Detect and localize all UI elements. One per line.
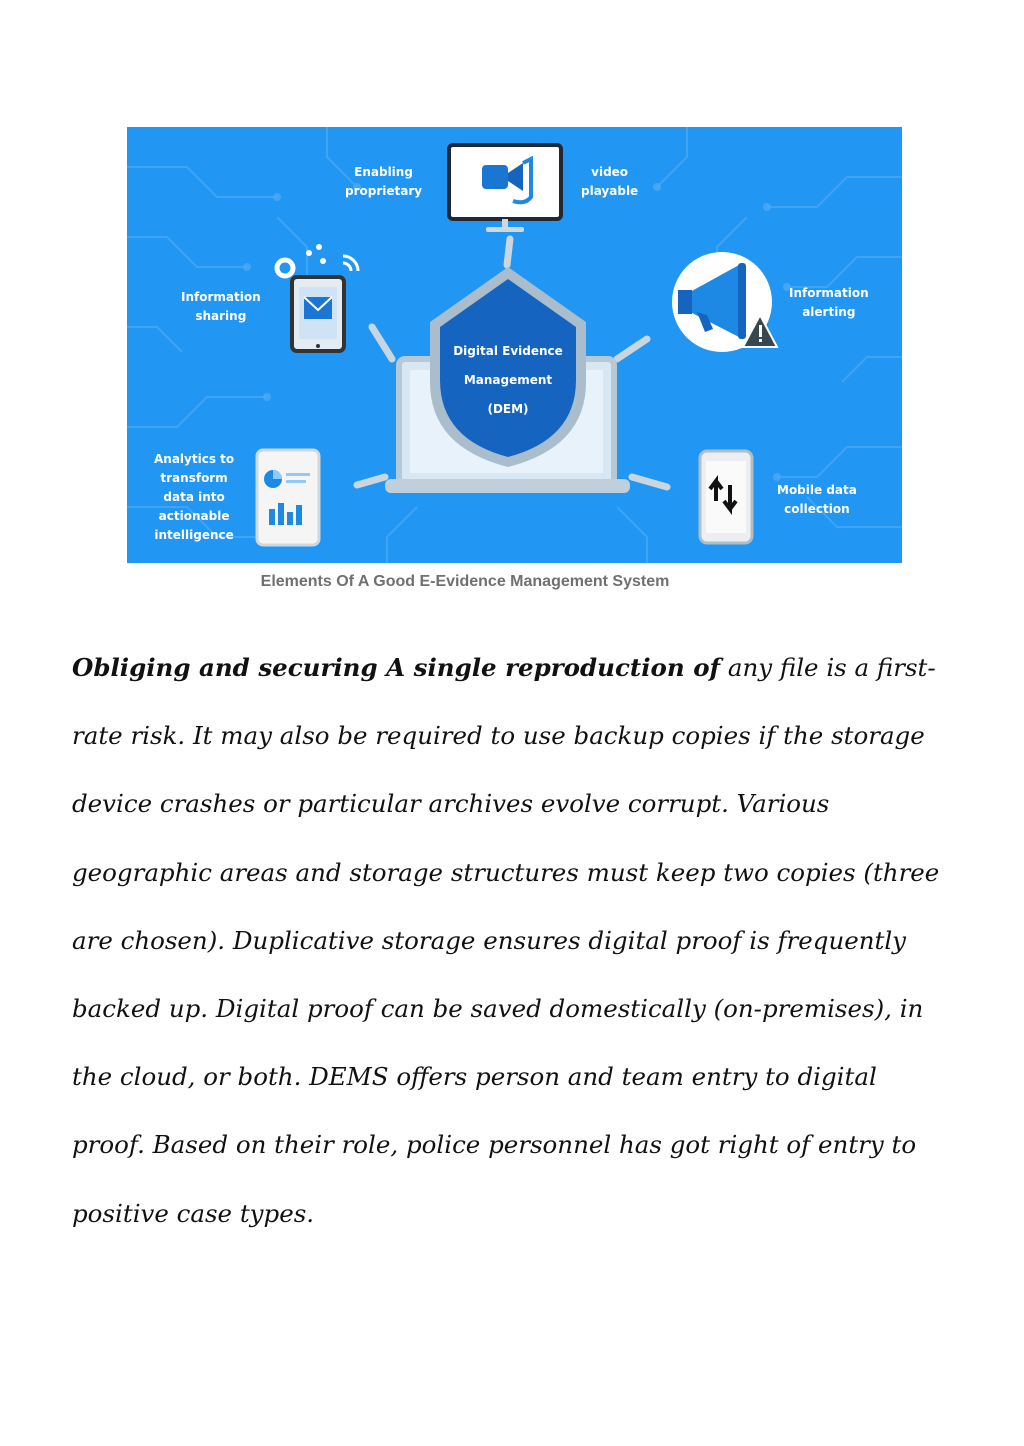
paragraph-rest: any file is a first-rate risk. It may also be required to use backup copies if the storage device crashes or particular archives evolve corrupt. Various geographic areas and storage structures must keep two copies (three are chosen). Duplicative storage ensures digital proof is frequently backed up. Digital proof can be saved domestically (on-premises), in the cloud, or both. DEMS offers person and team entry to digital proof. Based on their role, police personnel has got right of entry to positive case types.: [72, 653, 940, 1228]
mobile-phone-icon: [700, 451, 752, 543]
label-line: proprietary: [345, 184, 423, 198]
shield-label: [443, 337, 573, 424]
label-line: data into: [163, 490, 225, 504]
label-line: actionable: [158, 509, 230, 523]
body-paragraph: [72, 634, 952, 1248]
label-line: Information: [789, 286, 869, 300]
tablet-mail-icon: [277, 244, 358, 351]
label-line: playable: [581, 184, 639, 198]
label-analytics: [154, 450, 234, 545]
label-line: transform: [160, 471, 228, 485]
label-mobile-data: [777, 481, 857, 519]
label-line: Management: [463, 373, 553, 387]
label-line: Enabling: [354, 165, 413, 179]
dem-infographic: [127, 127, 902, 563]
label-line: alerting: [802, 305, 856, 319]
label-line: (DEM): [487, 402, 529, 416]
paragraph-lead: Obliging and securing A single reproduction of: [72, 653, 721, 682]
label-line: sharing: [195, 309, 247, 323]
label-line: intelligence: [154, 528, 234, 542]
label-information-sharing: [181, 288, 261, 326]
label-line: Analytics to: [154, 452, 235, 466]
monitor-icon: [449, 145, 561, 232]
label-video-playable: [581, 163, 638, 201]
label-line: video: [591, 165, 629, 179]
figure-caption: Elements Of A Good E-Evidence Management System: [260, 573, 670, 590]
label-line: Digital Evidence: [453, 344, 563, 358]
label-line: Information: [181, 290, 261, 304]
label-line: Mobile data: [777, 483, 857, 497]
analytics-tablet-icon: [257, 450, 319, 545]
label-line: collection: [784, 502, 850, 516]
megaphone-icon: [672, 252, 777, 352]
label-enabling-proprietary: [345, 163, 422, 201]
label-information-alerting: [789, 284, 869, 322]
